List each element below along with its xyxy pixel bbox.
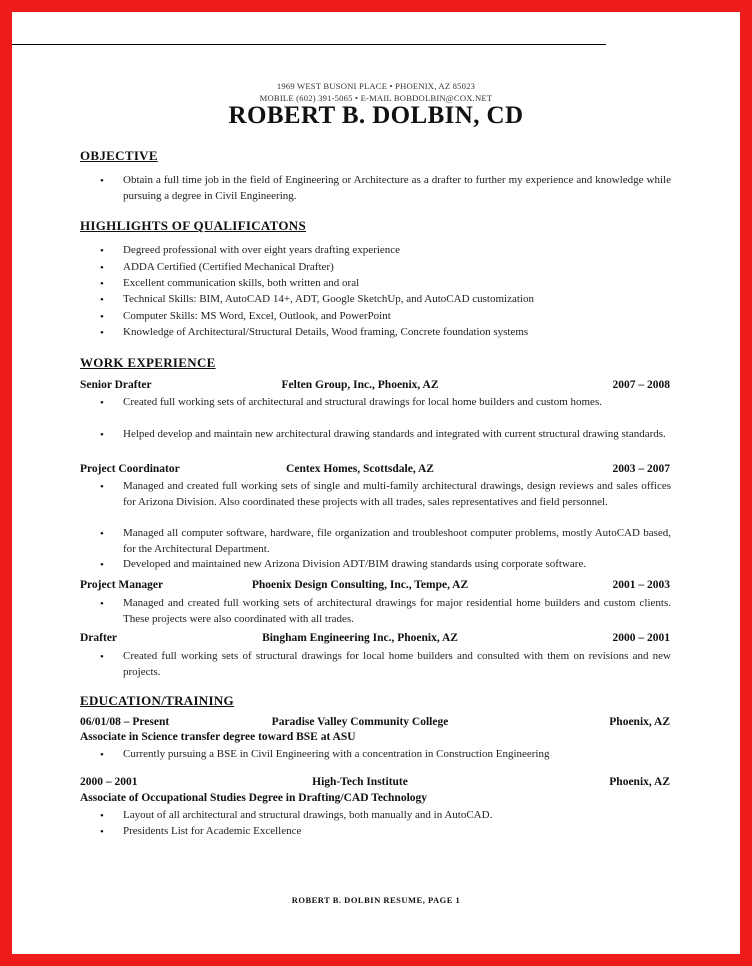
school-dates: 2000 – 2001	[80, 776, 138, 788]
resume-page	[12, 12, 740, 954]
bullet: •	[100, 311, 104, 323]
school-name: High-Tech Institute	[312, 776, 408, 788]
bullet: •	[100, 749, 104, 761]
school-header	[80, 776, 670, 792]
contact-line: MOBILE (602) 391-5065 • E-MAIL BOBDOLBIN@COX.NET	[259, 93, 493, 103]
job-dates: 2001 – 2003	[612, 579, 670, 591]
address-line: 1969 WEST BUSONI PLACE • PHOENIX, AZ 85023	[276, 81, 476, 91]
objective-item: Obtain a full time job in the field of Engineering or Architecture as a drafter to further my experience and knowledge while pursuing a degree in Civil Engineering.	[123, 174, 671, 202]
bullet: •	[100, 278, 104, 290]
section-heading-highlights: HIGHLIGHTS OF QUALIFICATONS	[80, 218, 307, 233]
job-item: Managed and created full working sets of architectural drawings for major residential home builders and custom clients. These projects were also coordinated with all trades.	[123, 597, 671, 625]
highlight-item: Knowledge of Architectural/Structural Details, Wood framing, Concrete foundation systems	[123, 326, 529, 338]
highlight-item: Computer Skills: MS Word, Excel, Outlook, and PowerPoint	[123, 310, 391, 322]
school-dates: 06/01/08 – Present	[80, 716, 170, 728]
job-item: Created full working sets of architectural and structural drawings for local home builders and custom homes.	[123, 396, 602, 408]
highlight-item: Technical Skills: BIM, AutoCAD 14+, ADT, Google SketchUp, and AutoCAD customization	[123, 293, 534, 305]
job-header	[80, 579, 670, 595]
school-location: Phoenix, AZ	[609, 716, 670, 728]
job-item: Created full working sets of structural drawings for local home builders and consulted with them on revisions and new projects.	[123, 650, 671, 678]
job-header	[80, 632, 670, 648]
bullet: •	[100, 810, 104, 822]
bullet: •	[100, 397, 104, 409]
page-footer: ROBERT B. DOLBIN RESUME, PAGE 1	[291, 895, 461, 905]
school-header	[80, 716, 670, 732]
section-heading-work: WORK EXPERIENCE	[80, 355, 216, 370]
bullet: •	[100, 245, 104, 257]
bullet: •	[100, 651, 104, 663]
bullet: •	[100, 481, 104, 493]
bullet: •	[100, 294, 104, 306]
school-item: Currently pursuing a BSE in Civil Engineering with a concentration in Construction Engineering	[123, 748, 550, 760]
job-company: Felten Group, Inc., Phoenix, AZ	[281, 379, 439, 391]
job-dates: 2000 – 2001	[612, 632, 670, 644]
bullet: •	[100, 598, 104, 610]
job-dates: 2003 – 2007	[612, 463, 670, 475]
resume-name: ROBERT B. DOLBIN, CD	[228, 102, 524, 129]
job-company: Bingham Engineering Inc., Phoenix, AZ	[262, 632, 458, 644]
bullet: •	[100, 826, 104, 838]
section-heading-education: EDUCATION/TRAINING	[80, 693, 234, 708]
bullet: •	[100, 559, 104, 571]
job-title: Project Manager	[80, 579, 164, 591]
job-dates: 2007 – 2008	[612, 379, 670, 391]
section-heading-objective: OBJECTIVE	[80, 148, 158, 163]
bullet: •	[100, 175, 104, 187]
job-item: Managed and created full working sets of single and multi-family architectural drawings, design reviews and sales offices for Arizona Division. Also coordinated these projects with all trades, sales representatives and field personnel.	[123, 480, 671, 508]
school-degree: Associate in Science transfer degree toward BSE at ASU	[80, 731, 356, 743]
highlight-item: Excellent communication skills, both written and oral	[123, 277, 360, 289]
job-header	[80, 379, 670, 395]
school-item: Layout of all architectural and structural drawings, both manually and in AutoCAD.	[123, 809, 493, 821]
highlight-item: Degreed professional with over eight years drafting experience	[123, 244, 401, 256]
job-item: Managed all computer software, hardware, file organization and troubleshoot computer problems, mostly AutoCAD based, for the Architectural Department.	[123, 527, 671, 555]
school-degree: Associate of Occupational Studies Degree in Drafting/CAD Technology	[80, 792, 428, 804]
job-item: Helped develop and maintain new architectural drawing standards and integrated with current structural drawing standards.	[123, 428, 666, 440]
highlight-item: ADDA Certified (Certified Mechanical Drafter)	[123, 261, 334, 273]
school-item: Presidents List for Academic Excellence	[123, 825, 302, 837]
bullet: •	[100, 429, 104, 441]
job-title: Drafter	[80, 632, 118, 644]
bullet: •	[100, 528, 104, 540]
bullet: •	[100, 262, 104, 274]
job-company: Centex Homes, Scottsdale, AZ	[286, 463, 434, 475]
school-location: Phoenix, AZ	[609, 776, 670, 788]
job-header	[80, 463, 670, 479]
top-rule	[12, 44, 606, 45]
job-item: Developed and maintained new Arizona Division ADT/BIM drawing standards using corporate software.	[123, 558, 587, 570]
job-company: Phoenix Design Consulting, Inc., Tempe, AZ	[251, 579, 469, 591]
job-title: Senior Drafter	[80, 379, 152, 391]
school-name: Paradise Valley Community College	[271, 716, 449, 728]
bullet: •	[100, 327, 104, 339]
job-title: Project Coordinator	[80, 463, 180, 475]
